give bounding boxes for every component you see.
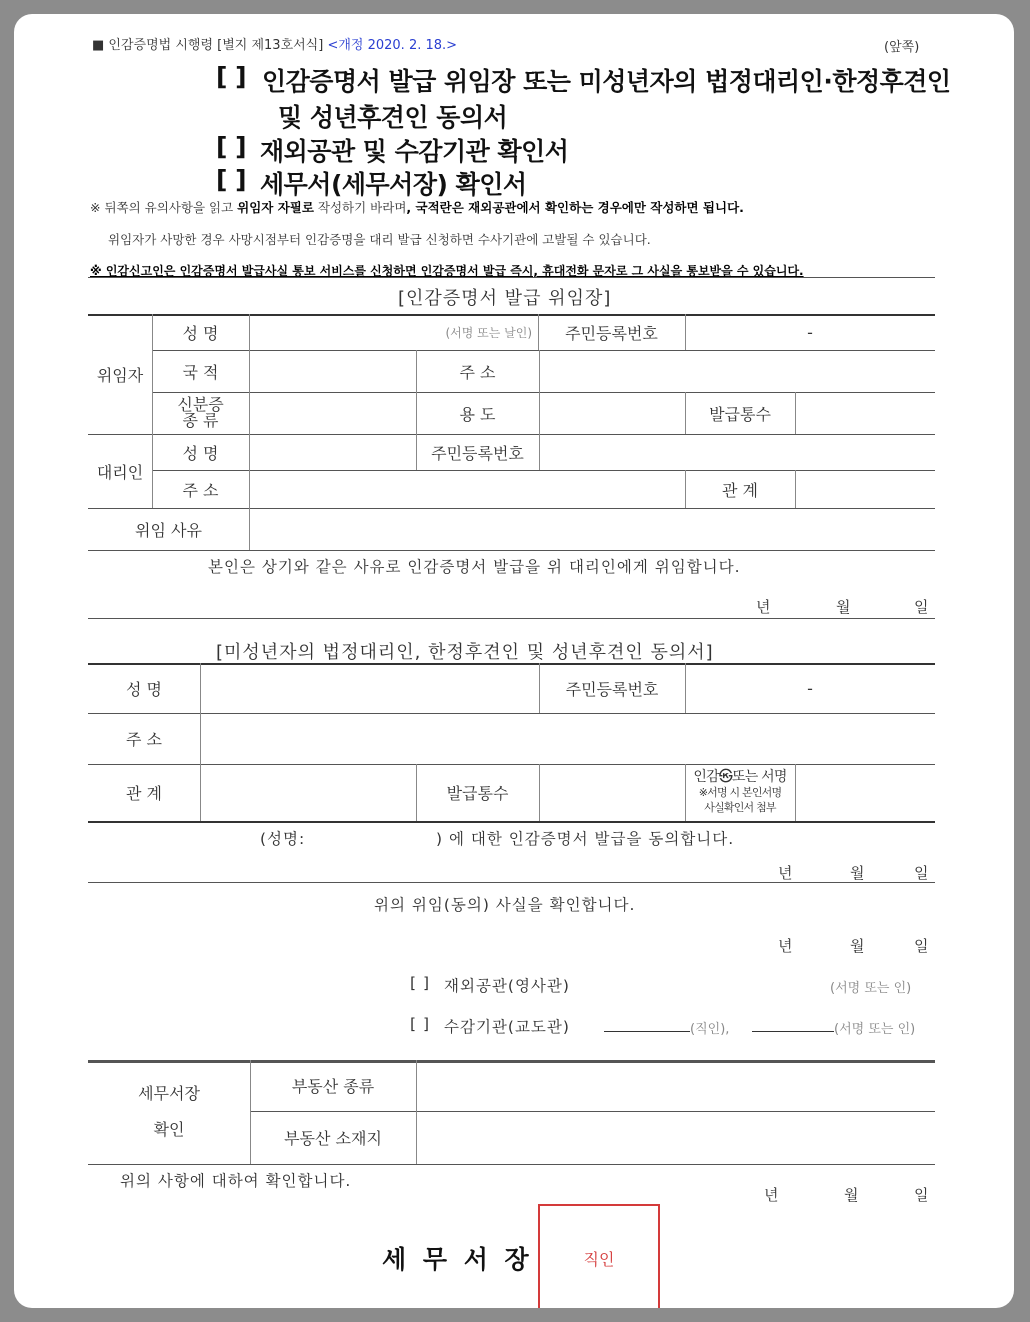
title-delegation-line2: 및 성년후견인 동의서 <box>278 103 508 132</box>
consent-name-field[interactable] <box>200 663 539 713</box>
tax-office-name: 세 무 서 장 <box>382 1245 533 1274</box>
tax-statement: 위의 사항에 대하여 확인합니다. <box>120 1172 352 1190</box>
reason-field[interactable] <box>249 508 935 550</box>
consent-relation-label: 관 계 <box>126 784 162 803</box>
delegator-label: 위임자 <box>96 365 144 385</box>
delegator-name-field[interactable] <box>249 314 538 350</box>
relation-field[interactable] <box>795 470 935 508</box>
title-delegation-line1: 인감증명서 발급 위임장 또는 미성년자의 법정대리인·한정후견인 <box>262 67 951 96</box>
form-law-reference <box>92 34 457 53</box>
delegation-month: 월 <box>836 598 851 616</box>
embassy-sign-hint: (서명 또는 인) <box>830 981 912 996</box>
official-stamp-box[interactable]: 직인 <box>538 1204 660 1308</box>
title-checkbox-1[interactable]: [ ] <box>216 62 247 91</box>
delegation-section-title: [인감증명서 발급 위임장] <box>398 288 612 309</box>
prison-checkbox[interactable]: [ ] <box>410 1015 431 1033</box>
tax-year: 년 <box>764 1186 779 1204</box>
copies-label: 발급통수 <box>709 404 771 424</box>
property-type-label: 부동산 종류 <box>291 1077 375 1096</box>
official-seal-line[interactable] <box>604 1031 690 1032</box>
relation-label: 관 계 <box>722 480 758 500</box>
consent-copies-label: 발급통수 <box>446 784 509 803</box>
nationality-field[interactable] <box>249 350 416 392</box>
property-location-field[interactable] <box>416 1111 935 1164</box>
consent-copies-field[interactable] <box>539 764 685 821</box>
agent-address-field[interactable] <box>249 470 685 508</box>
copies-field[interactable] <box>795 392 935 434</box>
law-text: ■ 인감증명법 시행령 [별지 제13호서식] <box>92 38 324 53</box>
official-seal-hint: (직인), <box>690 1022 730 1037</box>
id-type-label: 신분증 종 류 <box>177 395 224 430</box>
purpose-label: 용 도 <box>459 404 496 424</box>
nationality-label: 국 적 <box>182 362 219 382</box>
delegation-day: 일 <box>914 598 929 616</box>
form-page <box>14 14 1014 1308</box>
title-checkbox-3[interactable]: [ ] <box>216 165 247 194</box>
property-location-label: 부동산 소재지 <box>284 1129 382 1148</box>
consent-statement: ) 에 대한 인감증명서 발급을 동의합니다. <box>436 830 735 848</box>
delegator-name-label: 성 명 <box>182 323 219 343</box>
prison-sign-line[interactable] <box>752 1031 834 1032</box>
property-type-field[interactable] <box>416 1060 935 1111</box>
purpose-field[interactable] <box>539 392 685 434</box>
id-type-field[interactable] <box>249 392 416 434</box>
confirm-day: 일 <box>914 937 929 955</box>
agent-address-label: 주 소 <box>182 480 219 500</box>
prison-sign-hint: (서명 또는 인) <box>834 1022 916 1037</box>
confirm-year: 년 <box>778 937 793 955</box>
agent-rrn-field[interactable] <box>539 434 935 470</box>
seal-field[interactable] <box>795 764 935 821</box>
title-checkbox-2[interactable]: [ ] <box>216 132 247 161</box>
consent-year: 년 <box>778 864 793 882</box>
tax-month: 월 <box>844 1186 859 1204</box>
consent-section-title: [미성년자의 법정대리인, 한정후견인 및 성년후견인 동의서] <box>216 642 714 663</box>
note-instructions: ※ 뒤쪽의 유의사항을 읽고 위임자 자필로 작성하기 바라며, 국적란은 재외공관에서 확인하는 경우에만 작성하면 됩니다. <box>90 200 744 215</box>
embassy-checkbox[interactable]: [ ] <box>410 974 431 992</box>
divider <box>88 277 935 278</box>
confirm-statement: 위의 위임(동의) 사실을 확인합니다. <box>374 896 636 914</box>
tax-confirm-label: 세무서장 확인 <box>138 1084 200 1139</box>
seal-label: 인감㉿또는 서명 ※서명 시 본인서명 사실확인서 첨부 <box>693 769 787 814</box>
consent-address-field[interactable] <box>200 713 935 764</box>
consent-address-label: 주 소 <box>126 730 162 749</box>
note-warning: 위임자가 사망한 경우 사망시점부터 인감증명을 대리 발급 신청하면 수사기관에 고발될 수 있습니다. <box>108 232 651 247</box>
embassy-label: 재외공관(영사관) <box>444 977 570 995</box>
consent-day: 일 <box>914 864 929 882</box>
note-notification-service: ※ 인감신고인은 인감증명서 발급사실 통보 서비스를 신청하면 인감증명서 발급 즉시, 휴대전화 문자로 그 사실을 통보받을 수 있습니다. <box>90 264 804 278</box>
title-tax-office: 세무서(세무서장) 확인서 <box>260 170 527 199</box>
delegation-statement: 본인은 상기와 같은 사유로 인감증명서 발급을 위 대리인에게 위임합니다. <box>208 558 741 576</box>
revision-date: <개정 2020. 2. 18.> <box>327 38 458 53</box>
reason-label: 위임 사유 <box>135 520 202 540</box>
delegator-address-field[interactable] <box>539 350 935 392</box>
prison-label: 수감기관(교도관) <box>444 1018 570 1036</box>
consent-month: 월 <box>850 864 865 882</box>
consent-relation-field[interactable] <box>200 764 416 821</box>
title-embassy-prison: 재외공관 및 수감기관 확인서 <box>260 137 569 166</box>
delegation-year: 년 <box>756 598 771 616</box>
tax-day: 일 <box>914 1186 929 1204</box>
agent-name-field[interactable] <box>249 434 416 470</box>
sign-hint: (서명 또는 날인) <box>445 325 532 340</box>
agent-rrn-label: 주민등록번호 <box>431 443 524 463</box>
agent-label: 대리인 <box>96 462 144 482</box>
consent-statement-prefix: (성명: <box>260 830 306 848</box>
consent-rrn-label: 주민등록번호 <box>565 679 659 699</box>
delegator-address-label: 주 소 <box>459 362 496 382</box>
consent-name-label: 성 명 <box>126 679 162 699</box>
agent-name-label: 성 명 <box>182 443 219 463</box>
page-side-label: (앞쪽) <box>884 40 920 55</box>
delegator-rrn-label: 주민등록번호 <box>565 323 658 343</box>
delegator-rrn-field[interactable]: - <box>807 322 813 342</box>
confirm-month: 월 <box>850 937 865 955</box>
consent-rrn-field[interactable]: - <box>807 678 813 698</box>
